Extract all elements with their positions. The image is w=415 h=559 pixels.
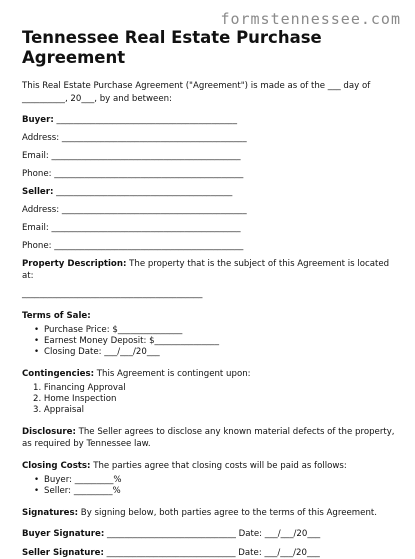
field-label: Address: bbox=[22, 205, 60, 215]
disclosure-label: Disclosure: bbox=[22, 427, 76, 437]
seller-address-row bbox=[22, 204, 402, 222]
buyer-signature-date[interactable]: Date: ___/___/20___ bbox=[238, 529, 321, 539]
seller-section bbox=[22, 186, 402, 258]
signatures-paragraph bbox=[22, 507, 402, 519]
field-label: Phone: bbox=[22, 169, 52, 179]
field-label: Email: bbox=[22, 151, 49, 161]
purchase-price-item[interactable]: • Purchase Price: $_______________ bbox=[34, 325, 402, 336]
contingencies-paragraph bbox=[22, 368, 402, 380]
property-section bbox=[22, 258, 402, 300]
buyer-address-row bbox=[22, 132, 402, 150]
buyer-phone-blank[interactable]: ____________________________________________ bbox=[54, 169, 244, 179]
contingencies-text: This Agreement is contingent upon: bbox=[96, 369, 251, 379]
seller-name-blank[interactable]: _________________________________________ bbox=[56, 187, 233, 197]
buyer-label: Buyer: bbox=[22, 115, 54, 125]
buyer-address-blank[interactable]: ___________________________________________ bbox=[61, 133, 247, 143]
property-description bbox=[22, 258, 402, 282]
contingencies-label: Contingencies: bbox=[22, 369, 95, 379]
property-label: Property Description: bbox=[22, 259, 127, 269]
terms-list bbox=[22, 325, 402, 358]
seller-email-blank[interactable]: ____________________________________________ bbox=[51, 223, 241, 233]
buyer-phone-row bbox=[22, 168, 402, 186]
terms-heading: Terms of Sale: bbox=[22, 311, 91, 321]
seller-phone-blank[interactable]: ____________________________________________ bbox=[54, 241, 244, 251]
list-item: 2. Home Inspection bbox=[33, 394, 117, 404]
buyer-section bbox=[22, 114, 402, 186]
property-address-blank[interactable]: __________________________________________ bbox=[22, 289, 203, 299]
closing-costs-paragraph bbox=[22, 460, 402, 472]
contingencies-section bbox=[22, 368, 402, 416]
list-item: 1. Financing Approval bbox=[33, 383, 126, 393]
seller-signature-date[interactable]: Date: ___/___/20___ bbox=[238, 548, 320, 558]
earnest-money-item[interactable]: • Earnest Money Deposit: $_______________ bbox=[34, 336, 402, 347]
buyer-signature-label: Buyer Signature: bbox=[22, 529, 105, 539]
buyer-name-row bbox=[22, 114, 402, 132]
seller-phone-row bbox=[22, 240, 402, 258]
property-text: The property that is the subject of this Agreement is located at: bbox=[22, 259, 390, 281]
buyer-email-row bbox=[22, 150, 402, 168]
seller-name-row bbox=[22, 186, 402, 204]
closing-costs-text: The parties agree that closing costs will be paid as follows: bbox=[93, 461, 347, 471]
signatures-label: Signatures: bbox=[22, 508, 79, 518]
field-label: Phone: bbox=[22, 241, 52, 251]
buyer-email-blank[interactable]: ____________________________________________ bbox=[51, 151, 241, 161]
field-label: Email: bbox=[22, 223, 49, 233]
seller-signature-row bbox=[22, 547, 402, 559]
contingencies-list bbox=[22, 383, 402, 416]
intro-paragraph: This Real Estate Purchase Agreement ("Agreement") is made as of the ___ day of __________, 20___, by and between: bbox=[22, 81, 371, 104]
seller-signature-blank[interactable]: ______________________________ bbox=[106, 548, 236, 558]
closing-costs-section bbox=[22, 460, 402, 497]
closing-costs-list bbox=[22, 475, 402, 497]
seller-address-blank[interactable]: ___________________________________________ bbox=[61, 205, 247, 215]
terms-section bbox=[22, 310, 402, 358]
signatures-section bbox=[22, 507, 402, 559]
seller-email-row bbox=[22, 222, 402, 240]
buyer-signature-row bbox=[22, 528, 402, 540]
site-watermark: formstennessee.com bbox=[220, 10, 401, 28]
closing-date-item[interactable]: • Closing Date: ___/___/20___ bbox=[34, 347, 402, 358]
disclosure-paragraph bbox=[22, 426, 402, 450]
agreement-document bbox=[22, 28, 402, 559]
buyer-percent-item[interactable]: • Buyer: _________% bbox=[34, 475, 402, 486]
field-label: Address: bbox=[22, 133, 60, 143]
buyer-signature-blank[interactable]: ______________________________ bbox=[107, 529, 236, 539]
list-item: 3. Appraisal bbox=[33, 405, 85, 415]
disclosure-text: The Seller agrees to disclose any known material defects of the property, as required by Tennessee law. bbox=[22, 427, 395, 449]
buyer-name-blank[interactable]: __________________________________________ bbox=[56, 115, 237, 125]
signatures-text: By signing below, both parties agree to the terms of this Agreement. bbox=[80, 508, 378, 518]
page-title: Tennessee Real Estate Purchase Agreement bbox=[22, 28, 322, 67]
closing-costs-label: Closing Costs: bbox=[22, 461, 91, 471]
seller-label: Seller: bbox=[22, 187, 54, 197]
seller-percent-item[interactable]: • Seller: _________% bbox=[34, 486, 402, 497]
seller-signature-label: Seller Signature: bbox=[22, 548, 104, 558]
